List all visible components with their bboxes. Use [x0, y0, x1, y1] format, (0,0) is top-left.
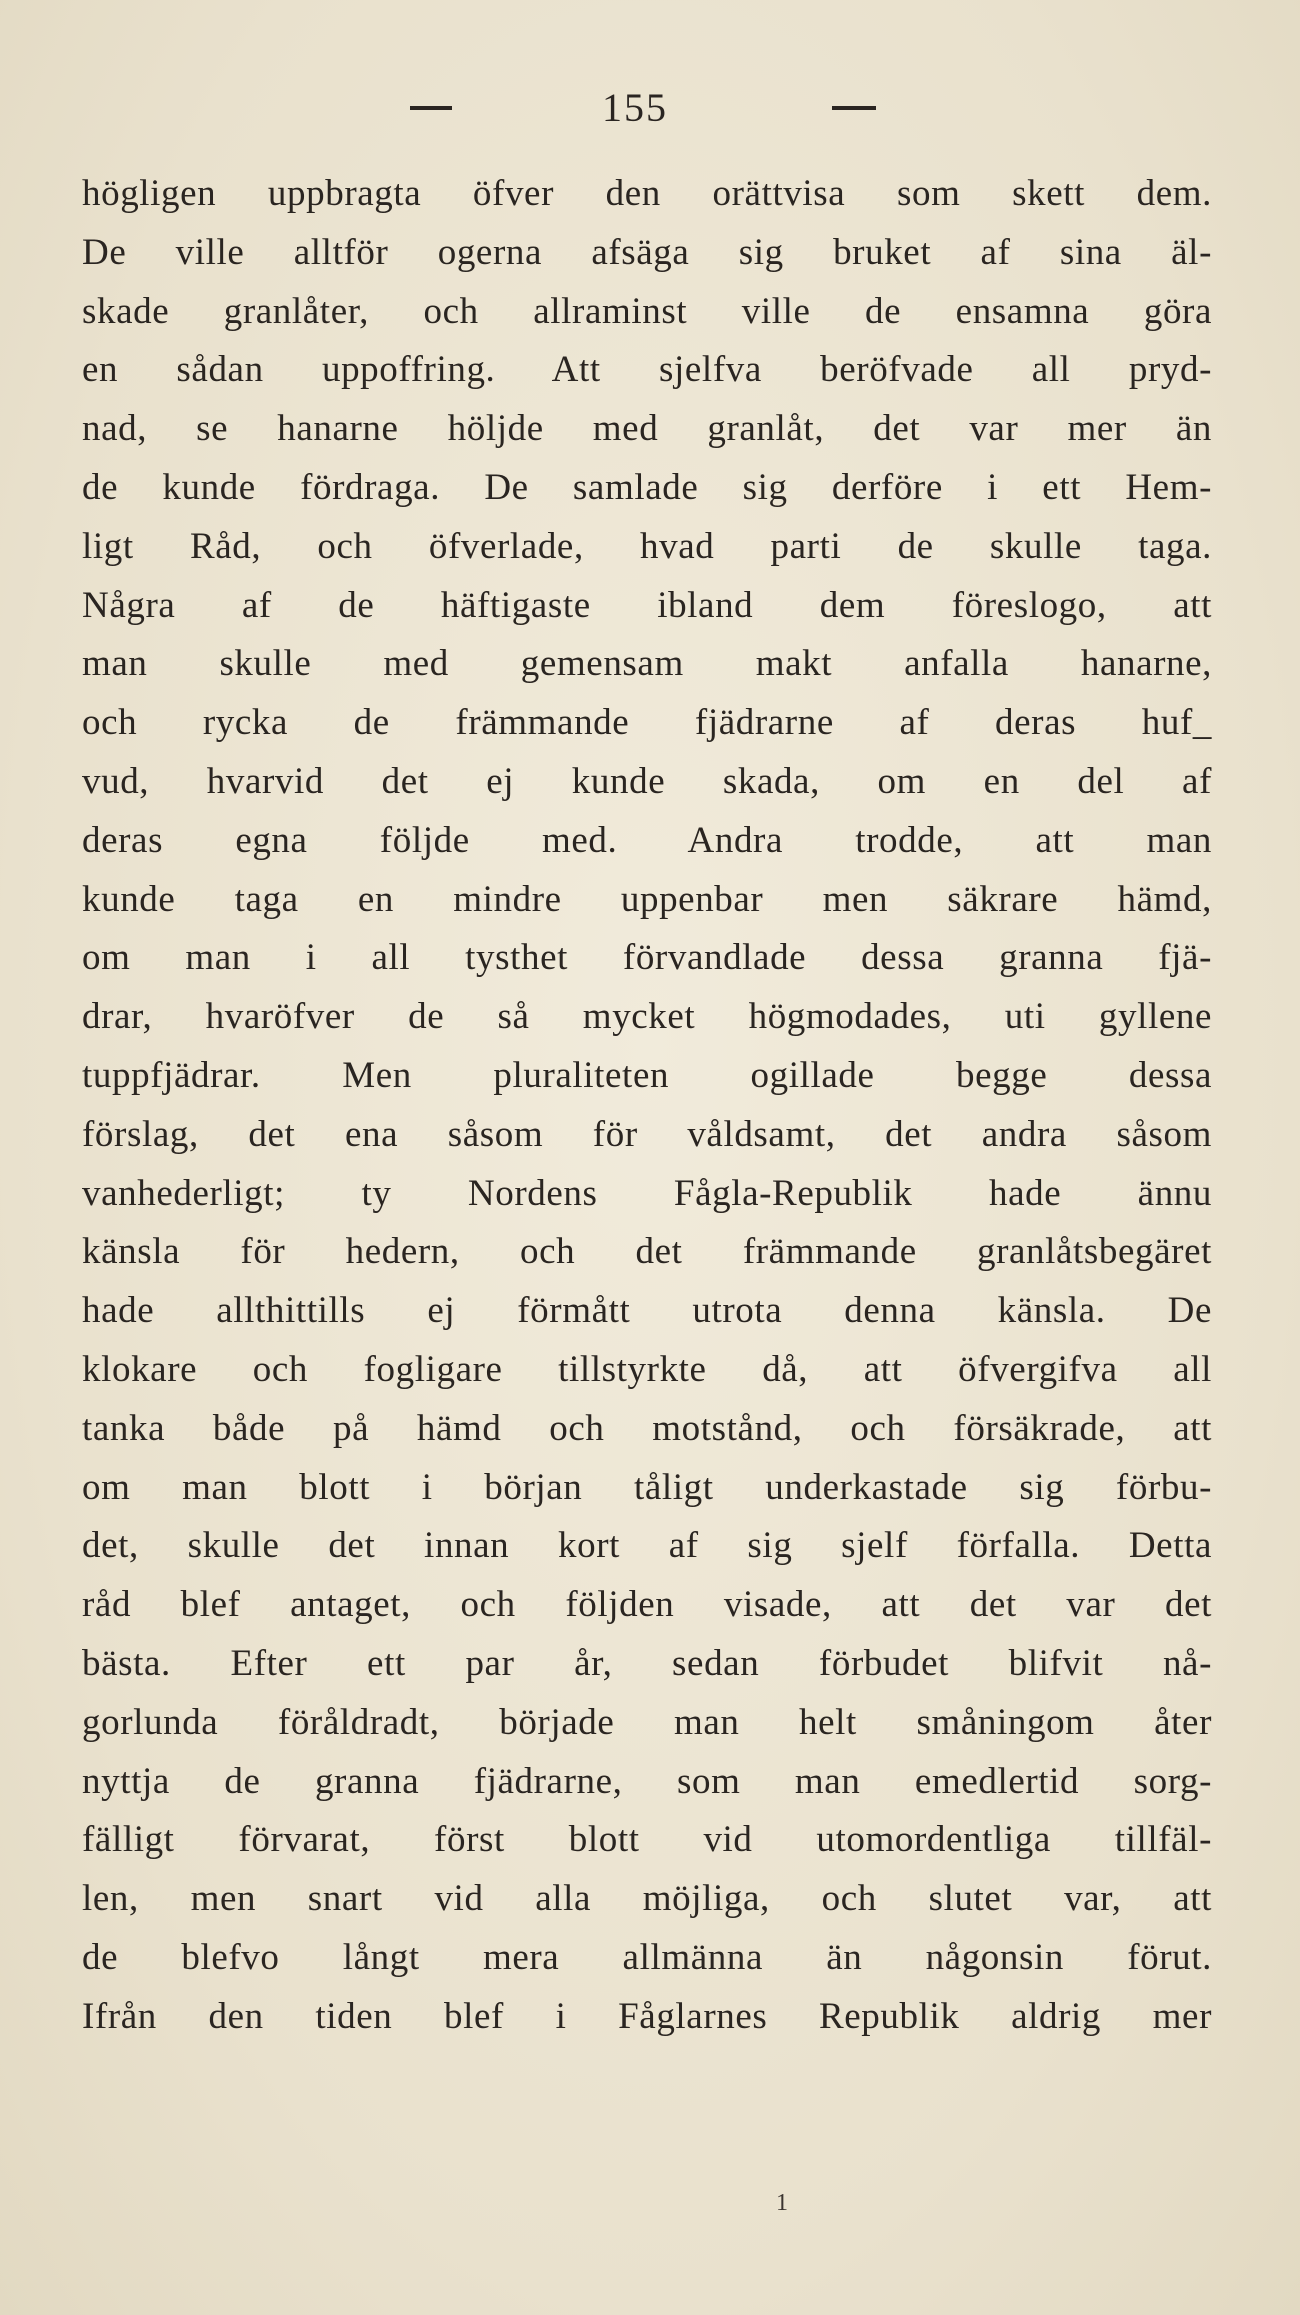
text-line-16: tuppfjädrar. Men pluraliteten ogillade begge dessa	[82, 1054, 1212, 1096]
text-line-24: det, skulle det innan kort af sig sjelf förfalla. Detta	[82, 1525, 1212, 1567]
text-line-14: om man i all tysthet förvandlade dessa granna fjä-	[82, 937, 1212, 979]
text-line-5: nad, se hanarne höljde med granlåt, det var mer än	[82, 408, 1212, 450]
text-line-25: råd blef antaget, och följden visade, att det var det	[82, 1584, 1212, 1626]
text-line-30: len, men snart vid alla möjliga, och slutet var, att	[82, 1878, 1212, 1920]
text-line-20: hade allthittills ej förmått utrota denna känsla. De	[82, 1290, 1212, 1332]
text-line-13: kunde taga en mindre uppenbar men säkrare hämd,	[82, 878, 1212, 920]
text-line-29: fälligt förvarat, först blott vid utomordentliga tillfäl-	[82, 1819, 1212, 1861]
text-line-21: klokare och fogligare tillstyrkte då, att öfvergifva all	[82, 1348, 1212, 1390]
text-line-11: vud, hvarvid det ej kunde skada, om en del af	[82, 760, 1212, 802]
text-line-8: Några af de häftigaste ibland dem föreslogo, att	[82, 584, 1212, 626]
text-line-1: högligen uppbragta öfver den orättvisa som skett dem.	[82, 173, 1212, 214]
body-text	[82, 165, 1212, 2047]
text-line-2: De ville alltför ogerna afsäga sig bruket af sina äl-	[82, 231, 1212, 273]
text-line-6: de kunde fördraga. De samlade sig derföre i ett Hem-	[82, 466, 1212, 508]
text-line-22: tanka både på hämd och motstånd, och försäkrade, att	[82, 1407, 1212, 1449]
text-line-17: förslag, det ena såsom för våldsamt, det andra såsom	[82, 1113, 1212, 1155]
text-line-28: nyttja de granna fjädrarne, som man emedlertid sorg-	[82, 1760, 1212, 1802]
text-line-19: känsla för hedern, och det främmande granlåtsbegäret	[82, 1231, 1212, 1273]
page-number: 155	[602, 85, 668, 130]
text-line-3: skade granlåter, och allraminst ville de ensamna göra	[82, 290, 1212, 332]
text-line-9: man skulle med gemensam makt anfalla hanarne,	[82, 643, 1212, 685]
text-line-27: gorlunda föråldradt, började man helt småningom åter	[82, 1701, 1212, 1743]
text-line-31: de blefvo långt mera allmänna än någonsin förut.	[82, 1936, 1212, 1978]
text-line-23: om man blott i början tåligt underkastade sig förbu-	[82, 1466, 1212, 1508]
signature-mark: 1	[776, 2190, 788, 2216]
text-line-10: och rycka de främmande fjädrarne af deras huf_	[82, 702, 1212, 744]
page-header	[0, 84, 1300, 144]
text-line-15: drar, hvaröfver de så mycket högmodades, uti gyllene	[82, 996, 1212, 1038]
text-line-4: en sådan uppoffring. Att sjelfva beröfvade all pryd-	[82, 349, 1212, 391]
text-line-32: Ifrån den tiden blef i Fåglarnes Republik aldrig mer	[82, 1995, 1212, 2037]
text-line-7: ligt Råd, och öfverlade, hvad parti de skulle taga.	[82, 525, 1212, 567]
text-line-18: vanhederligt; ty Nordens Fågla-Republik hade ännu	[82, 1172, 1212, 1214]
text-line-26: bästa. Efter ett par år, sedan förbudet blifvit nå-	[82, 1642, 1212, 1684]
header-left-rule	[410, 106, 452, 110]
text-line-12: deras egna följde med. Andra trodde, att man	[82, 819, 1212, 861]
header-right-rule	[832, 106, 876, 110]
